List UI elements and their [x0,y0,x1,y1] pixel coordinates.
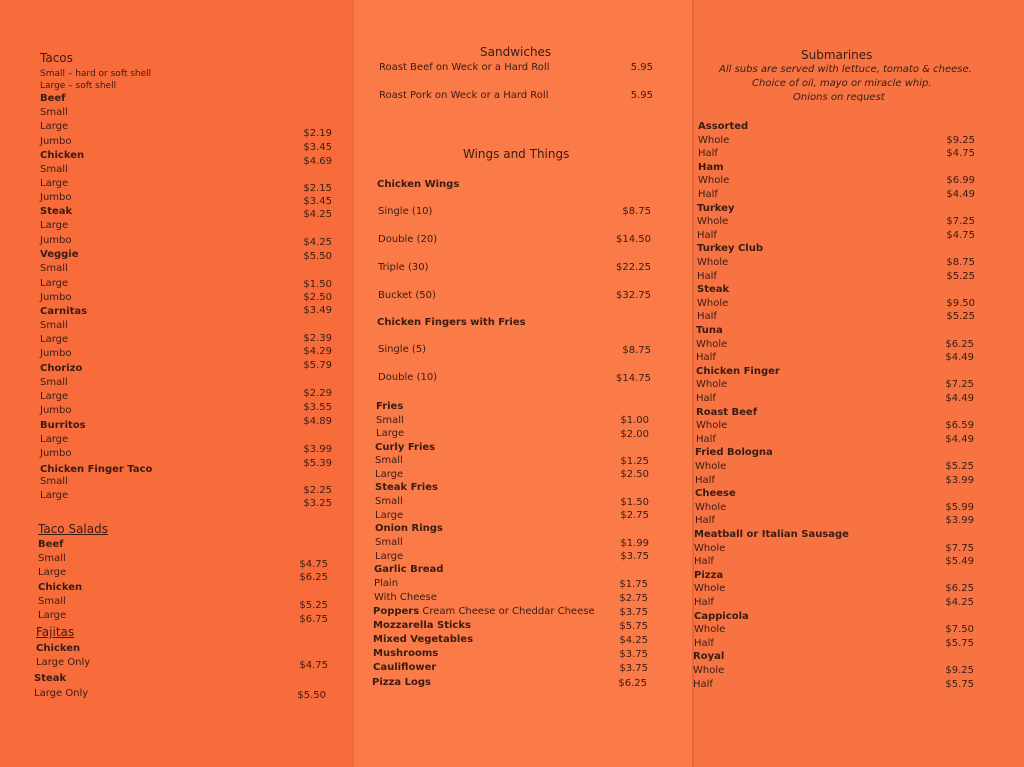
sub-half-price: $3.99 [945,515,974,527]
tacos-row-label: Jumbo [40,448,72,459]
sides-single-name: Cauliflower [373,662,437,673]
sub-half-price: $3.99 [945,474,974,486]
tacos-row-price: $2.29 [303,388,332,399]
sub-whole-price: $7.50 [945,624,974,636]
subs-note: Onions on request [793,92,885,103]
sides-row-label: Plain [374,578,399,589]
subs-note: All subs are served with lettuce, tomato & cheese. [719,64,972,75]
sub-whole-label: Whole [698,175,730,187]
sandwich-label: Roast Pork on Weck or a Hard Roll [379,90,549,101]
sub-whole-price: $7.25 [945,379,974,391]
tacos-row-label: Jumbo [40,192,72,203]
sides-single-name: Mozzarella Sticks [373,620,471,631]
sides-single-name: Poppers [373,606,420,617]
sides-group-name: Steak Fries [375,482,438,493]
tacos-row-price: $3.55 [303,402,332,413]
tacos-title: Tacos [40,51,73,65]
wings-row-label: Double (10) [378,372,438,383]
tacos-row-price: $3.49 [303,305,332,316]
tacos-note: Large – soft shell [40,81,117,91]
sides-row-price: $1.75 [619,579,648,590]
sub-name: Pizza [694,569,724,581]
tacos-row-price: $3.99 [303,444,332,455]
tacos-row-label: Small [40,263,68,274]
sub-whole-price: $9.25 [946,134,975,146]
sub-name: Steak [697,284,730,296]
sub-name: Cheese [695,488,736,500]
sides-row-label: Large [375,469,404,480]
fajitas-row-label: Large Only [34,688,89,699]
wings-row-label: Bucket (50) [378,290,436,301]
sub-whole-price: $7.75 [945,542,974,554]
sub-half-price: $4.49 [945,352,974,364]
sides-row-label: Large [375,510,404,521]
wings-row-price: $14.50 [616,234,651,245]
wings-row-price: $8.75 [622,206,651,217]
tacos-row-label: Small [40,377,68,388]
sides-row-label: Large [376,428,405,439]
sub-name: Royal [693,651,725,663]
sub-half-price: $5.75 [945,678,974,690]
tacos-row-price: $2.39 [303,333,332,344]
sub-half-price: $5.75 [945,637,974,649]
tacos-row-label: Large [40,490,69,501]
sub-half-label: Half [696,393,716,404]
sub-half-label: Half [696,352,716,364]
sides-row-label: With Cheese [374,592,437,603]
tacos-group-name: Chicken [40,150,85,161]
sub-name: Chicken Finger [696,365,780,377]
sides-single-price: $4.25 [619,635,648,646]
sides-row-label: Small [375,537,403,548]
sides-row-price: $2.50 [620,469,649,480]
sides-single-price: $5.75 [619,621,648,632]
sub-whole-label: Whole [694,542,726,554]
sub-half-label: Half [694,556,714,568]
taco-salads-title: Taco Salads [38,522,108,536]
tacos-row-label: Small [40,320,68,331]
sides-row-label: Small [376,415,404,426]
tacos-row-label: Small [40,107,68,118]
tacos-row-price: $3.25 [303,498,332,509]
tacos-row-price: $4.29 [303,346,332,357]
sides-row-price: $1.25 [620,456,649,467]
sides-row-price: $1.99 [620,538,649,549]
sub-half-label: Half [694,597,714,608]
fold-line-left [352,0,354,767]
sandwiches-title: Sandwiches [480,45,552,59]
sides-row-price: $2.00 [620,429,649,440]
sub-whole-price: $5.99 [945,501,974,513]
sub-whole-label: Whole [694,624,726,636]
fajitas-row-label: Large Only [36,657,91,668]
tacos-row-price: $3.45 [303,142,332,153]
sub-whole-price: $6.99 [946,175,975,187]
sub-whole-label: Whole [697,216,729,228]
sub-whole-label: Whole [696,338,728,350]
sub-whole-label: Whole [697,257,729,268]
fajitas-title: Fajitas [36,625,75,639]
sub-whole-label: Whole [696,379,728,391]
sub-name: Turkey Club [697,243,763,255]
taco-salads-row-label: Small [38,596,66,607]
sub-half-label: Half [695,515,715,527]
tacos-row-price: $1.50 [303,279,332,290]
tacos-note: Small – hard or soft shell [40,69,152,79]
sides-single-price: $6.25 [618,678,647,689]
tacos-row-price: $4.25 [303,209,332,220]
sides-group-name: Fries [376,401,404,412]
taco-salads-group-name: Chicken [38,582,83,593]
tacos-row-label: Jumbo [40,405,72,416]
tacos-group-name: Burritos [40,420,86,431]
tacos-row-label: Large [40,434,69,445]
wings-title: Wings and Things [463,147,570,161]
sub-name: Ham [698,161,724,173]
tacos-row-price: $2.19 [303,128,332,139]
taco-salads-row-price: $4.75 [299,559,328,570]
sides-row-label: Small [375,496,403,507]
taco-salads-row-label: Small [38,553,66,564]
tacos-group-name: Steak [40,206,73,217]
tacos-row-label: Large [40,334,69,345]
sides-group-name: Garlic Bread [374,564,444,575]
sub-half-label: Half [697,229,717,241]
tacos-group-name: Chorizo [40,363,83,374]
tacos-row-label: Small [40,164,68,175]
sides-single-name: Mushrooms [373,648,439,659]
taco-salads-row-label: Large [38,567,67,578]
tacos-row-label: Jumbo [40,136,72,147]
sub-whole-price: $6.59 [945,420,974,432]
sides-row-label: Small [375,455,403,466]
tacos-row-label: Small [40,476,68,487]
sub-name: Tuna [696,325,723,336]
sub-whole-label: Whole [693,665,725,676]
taco-salads-row-price: $6.75 [299,614,328,625]
tacos-group-name: Chicken Finger Taco [40,464,153,475]
sides-group-name: Onion Rings [375,523,443,534]
sub-half-price: $4.75 [946,229,975,241]
tacos-row-price: $3.45 [303,196,332,207]
tacos-row-label: Large [40,391,69,402]
sub-half-label: Half [696,433,716,445]
taco-salads-row-price: $6.25 [299,572,328,583]
sub-half-label: Half [694,637,714,649]
sub-name: Roast Beef [696,406,758,418]
wings-group-name: Chicken Fingers with Fries [377,317,526,328]
sub-whole-price: $9.25 [945,665,974,676]
wings-row-label: Double (20) [378,234,438,245]
tacos-row-label: Jumbo [40,235,72,246]
tacos-row-label: Large [40,178,69,189]
wings-group-name: Chicken Wings [377,179,460,190]
subs-note: Choice of oil, mayo or miracle whip. [752,78,932,89]
sub-half-price: $5.49 [945,556,974,568]
tacos-row-price: $4.25 [303,237,332,248]
sub-half-label: Half [698,148,718,160]
sub-half-price: $4.49 [945,393,974,404]
sub-name: Meatball or Italian Sausage [694,529,849,540]
tacos-row-price: $5.50 [303,251,332,262]
sub-half-label: Half [697,270,717,282]
sides-single-desc: Cream Cheese or Cheddar Cheese [422,606,595,617]
sub-whole-price: $6.25 [945,338,974,350]
sandwich-price: 5.95 [630,90,653,101]
sub-whole-price: $9.50 [946,297,975,309]
sides-group-name: Curly Fries [375,442,436,453]
sub-whole-label: Whole [694,583,726,595]
wings-row-price: $32.75 [616,290,651,301]
wings-row-price: $22.25 [616,262,651,273]
sub-whole-price: $7.25 [946,216,975,228]
fajitas-group-name: Steak [34,673,67,684]
wings-row-price: $14.75 [616,373,651,384]
wings-row-label: Triple (30) [378,262,429,273]
sub-whole-price: $8.75 [946,257,975,268]
tacos-row-price: $2.25 [303,485,332,496]
sandwich-price: 5.95 [630,62,653,73]
tacos-row-price: $4.69 [303,156,332,167]
sides-single-name: Pizza Logs [372,677,431,688]
taco-salads-group-name: Beef [38,539,64,550]
sub-whole-label: Whole [696,420,728,432]
tacos-row-label: Large [40,121,69,132]
wings-row-price: $8.75 [622,345,651,356]
sub-half-price: $5.25 [946,270,975,282]
sub-name: Turkey [697,202,735,214]
sides-single-item [373,606,595,618]
tacos-row-price: $4.89 [303,416,332,427]
sub-whole-price: $5.25 [945,461,974,472]
sides-single-price: $3.75 [619,663,648,674]
sub-name: Cappicola [694,610,749,622]
sides-row-price: $2.75 [619,593,648,604]
sub-half-label: Half [697,311,717,323]
tacos-row-price: $5.39 [303,458,332,469]
wings-row-label: Single (5) [378,344,427,355]
taco-salads-row-label: Large [38,610,67,621]
sub-half-price: $4.25 [945,597,974,608]
tacos-row-label: Large [40,278,69,289]
tacos-row-label: Jumbo [40,292,72,303]
sub-whole-label: Whole [698,134,730,146]
fajitas-row-price: $4.75 [299,660,328,671]
tacos-row-price: $2.15 [303,183,332,194]
fajitas-group-name: Chicken [36,643,81,654]
sub-name: Fried Bologna [695,447,773,459]
tacos-group-name: Beef [40,93,66,104]
taco-salads-row-price: $5.25 [299,600,328,611]
sub-half-price: $5.25 [946,311,975,323]
sandwich-label: Roast Beef on Weck or a Hard Roll [379,62,550,73]
sub-half-price: $4.49 [946,189,975,200]
subs-title: Submarines [801,48,873,62]
sides-single-name: Mixed Vegetables [373,634,474,645]
sub-whole-label: Whole [695,501,727,513]
tacos-group-name: Veggie [40,249,79,260]
sides-single-price: $3.75 [619,649,648,660]
sub-half-label: Half [695,474,715,486]
sides-row-price: $3.75 [620,551,649,562]
wings-row-label: Single (10) [378,206,433,217]
sub-whole-label: Whole [695,461,727,472]
sub-half-label: Half [693,678,713,690]
submarines-panel [692,0,1024,767]
tacos-row-label: Large [40,220,69,231]
sides-single-price: $3.75 [619,607,648,618]
sides-row-price: $2.75 [620,510,649,521]
tacos-row-label: Jumbo [40,348,72,359]
tacos-row-price: $5.79 [303,360,332,371]
tacos-row-price: $2.50 [303,292,332,303]
sides-row-label: Large [375,551,404,562]
sub-half-label: Half [698,189,718,200]
sub-whole-price: $6.25 [945,583,974,595]
sides-row-price: $1.50 [620,497,649,508]
sub-name: Assorted [698,121,749,132]
sub-whole-label: Whole [697,297,729,309]
fajitas-row-price: $5.50 [297,690,326,701]
sub-half-price: $4.49 [945,433,974,445]
sides-row-price: $1.00 [620,415,649,426]
tacos-group-name: Carnitas [40,306,88,317]
sub-half-price: $4.75 [946,148,975,160]
